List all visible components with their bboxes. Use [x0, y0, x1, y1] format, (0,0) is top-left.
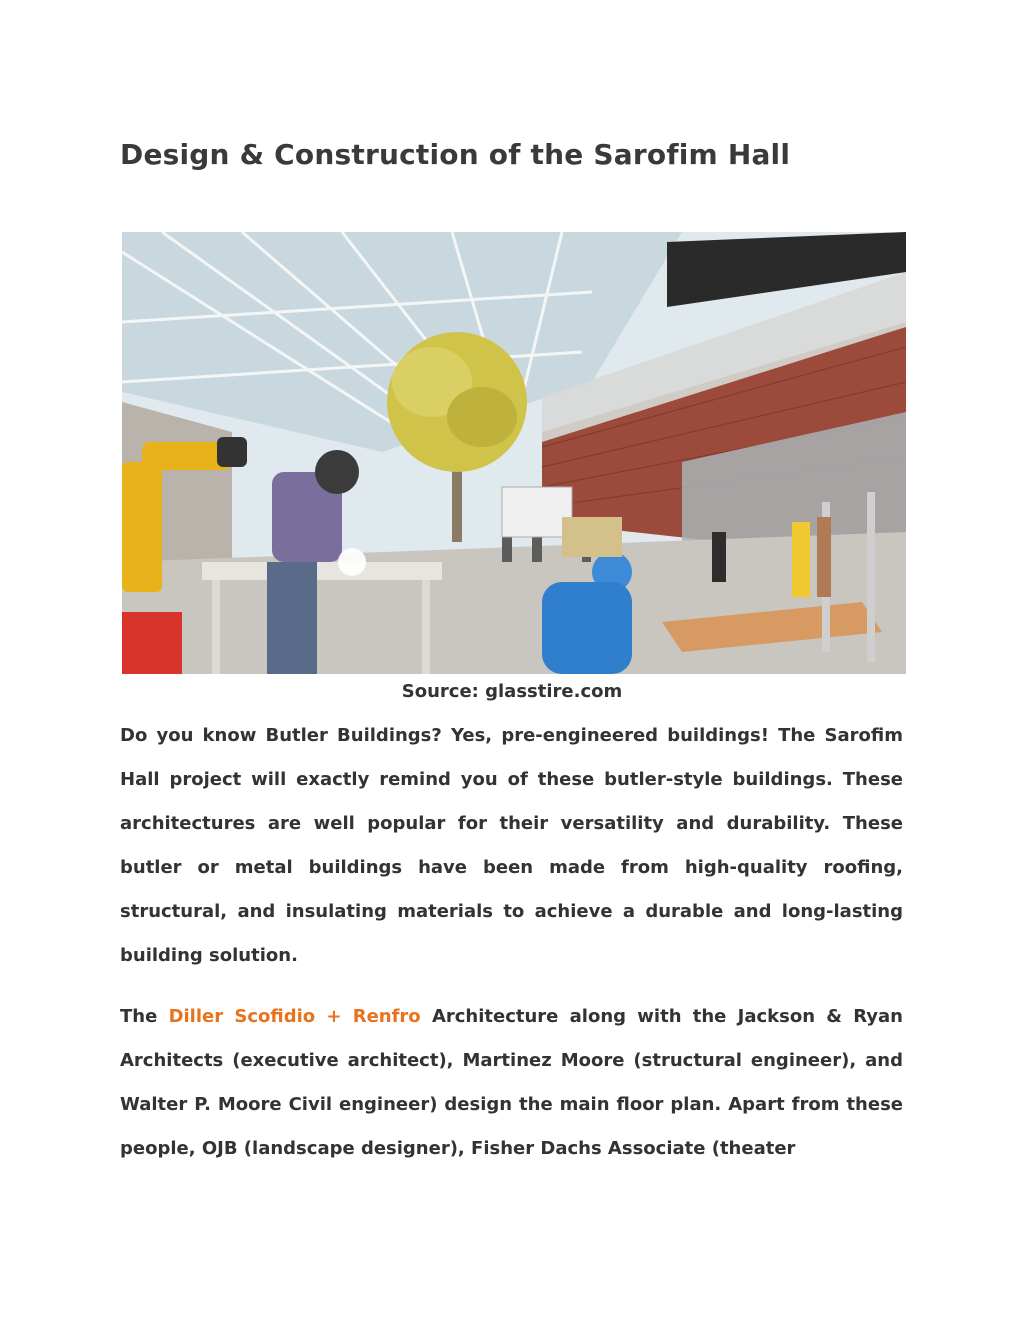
- page-title: Design & Construction of the Sarofim Hall: [120, 138, 791, 171]
- diller-scofidio-renfro-link[interactable]: Diller Scofidio + Renfro: [168, 1006, 421, 1027]
- sarofim-hall-rendering: [122, 232, 906, 674]
- paragraph-architects: [120, 995, 903, 1171]
- crate: [562, 517, 622, 557]
- hall-illustration: [122, 232, 906, 674]
- paragraph-butler-buildings: Do you know Butler Buildings? Yes, pre-engineered buildings! The Sarofim Hall project will exactly remind you of these butler-style buildings. These architectures are well popular for their versatility and durability. These butler or metal buildings have been made from high-quality roofing, structural, and insulating materials to achieve a durable and long-lasting building solution.: [120, 725, 903, 966]
- red-cart: [122, 612, 182, 674]
- image-caption: Source: glasstire.com: [401, 681, 623, 702]
- paragraph2-intro: The: [120, 1006, 169, 1027]
- paragraph2-text: Architecture along with the Jackson & Ryan Architects (executive architect), Martinez Moore (structural engineer), and Walter P. Moore Civil engineer) design the main floor plan. Apart from these people, OJB (landscape designer), Fisher Dachs Associate (theater: [120, 1006, 903, 1159]
- food-truck: [502, 487, 572, 537]
